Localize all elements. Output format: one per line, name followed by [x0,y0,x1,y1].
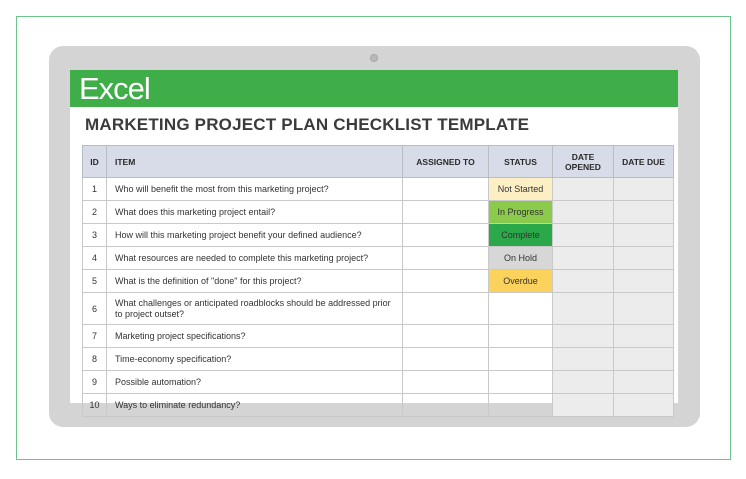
date-opened-cell[interactable] [553,293,614,325]
table-row [83,325,674,348]
id-cell[interactable]: 2 [83,201,107,224]
date-opened-cell[interactable] [553,371,614,394]
assigned-cell[interactable] [403,348,489,371]
status-cell[interactable] [489,348,553,371]
status-cell[interactable]: Not Started [489,178,553,201]
table-row [83,371,674,394]
id-cell[interactable]: 3 [83,224,107,247]
assigned-cell[interactable] [403,293,489,325]
item-cell[interactable]: How will this marketing project benefit your defined audience? [107,224,403,247]
item-cell[interactable]: What is the definition of "done" for this project? [107,270,403,293]
status-cell[interactable] [489,394,553,417]
status-cell[interactable]: In Progress [489,201,553,224]
header-assigned-to[interactable]: ASSIGNED TO [403,146,489,178]
item-cell[interactable]: Who will benefit the most from this marketing project? [107,178,403,201]
date-opened-cell[interactable] [553,394,614,417]
id-cell[interactable]: 1 [83,178,107,201]
table-row [83,201,674,224]
date-due-cell[interactable] [614,178,674,201]
table-row [83,394,674,417]
id-cell[interactable]: 4 [83,247,107,270]
assigned-cell[interactable] [403,224,489,247]
date-opened-cell[interactable] [553,247,614,270]
status-cell[interactable] [489,325,553,348]
table-row [83,293,674,325]
date-due-cell[interactable] [614,270,674,293]
table-row [83,224,674,247]
date-due-cell[interactable] [614,224,674,247]
item-cell[interactable]: Time-economy specification? [107,348,403,371]
header-date-opened[interactable]: DATE OPENED [553,146,614,178]
header-id[interactable]: ID [83,146,107,178]
status-cell[interactable]: On Hold [489,247,553,270]
status-cell[interactable]: Complete [489,224,553,247]
id-cell[interactable]: 7 [83,325,107,348]
assigned-cell[interactable] [403,325,489,348]
assigned-cell[interactable] [403,178,489,201]
app-title-bar [70,70,678,107]
assigned-cell[interactable] [403,270,489,293]
date-due-cell[interactable] [614,394,674,417]
sheet-title: MARKETING PROJECT PLAN CHECKLIST TEMPLATE [85,115,530,134]
date-opened-cell[interactable] [553,270,614,293]
item-cell[interactable]: Possible automation? [107,371,403,394]
assigned-cell[interactable] [403,247,489,270]
header-item[interactable]: ITEM [107,146,403,178]
date-opened-cell[interactable] [553,348,614,371]
header-date-due[interactable]: DATE DUE [614,146,674,178]
id-cell[interactable]: 9 [83,371,107,394]
status-cell[interactable] [489,293,553,325]
item-cell[interactable]: Ways to eliminate redundancy? [107,394,403,417]
id-cell[interactable]: 10 [83,394,107,417]
header-row [83,146,674,178]
date-due-cell[interactable] [614,371,674,394]
assigned-cell[interactable] [403,371,489,394]
header-status[interactable]: STATUS [489,146,553,178]
date-due-cell[interactable] [614,201,674,224]
status-cell[interactable] [489,371,553,394]
camera-icon [370,54,378,62]
item-cell[interactable]: What does this marketing project entail? [107,201,403,224]
item-cell[interactable]: What resources are needed to complete this marketing project? [107,247,403,270]
item-cell[interactable]: Marketing project specifications? [107,325,403,348]
date-opened-cell[interactable] [553,201,614,224]
id-cell[interactable]: 8 [83,348,107,371]
app-name: Excel [79,71,150,106]
date-opened-cell[interactable] [553,325,614,348]
date-due-cell[interactable] [614,325,674,348]
id-cell[interactable]: 5 [83,270,107,293]
status-cell[interactable]: Overdue [489,270,553,293]
date-opened-cell[interactable] [553,178,614,201]
table-row [83,178,674,201]
table-row [83,348,674,371]
date-opened-cell[interactable] [553,224,614,247]
date-due-cell[interactable] [614,293,674,325]
checklist-table [82,145,674,417]
screen [70,70,678,410]
id-cell[interactable]: 6 [83,293,107,325]
assigned-cell[interactable] [403,394,489,417]
item-cell[interactable]: What challenges or anticipated roadblocks should be addressed prior to project outset? [107,293,403,325]
date-due-cell[interactable] [614,348,674,371]
assigned-cell[interactable] [403,201,489,224]
table-row [83,247,674,270]
table-row [83,270,674,293]
date-due-cell[interactable] [614,247,674,270]
